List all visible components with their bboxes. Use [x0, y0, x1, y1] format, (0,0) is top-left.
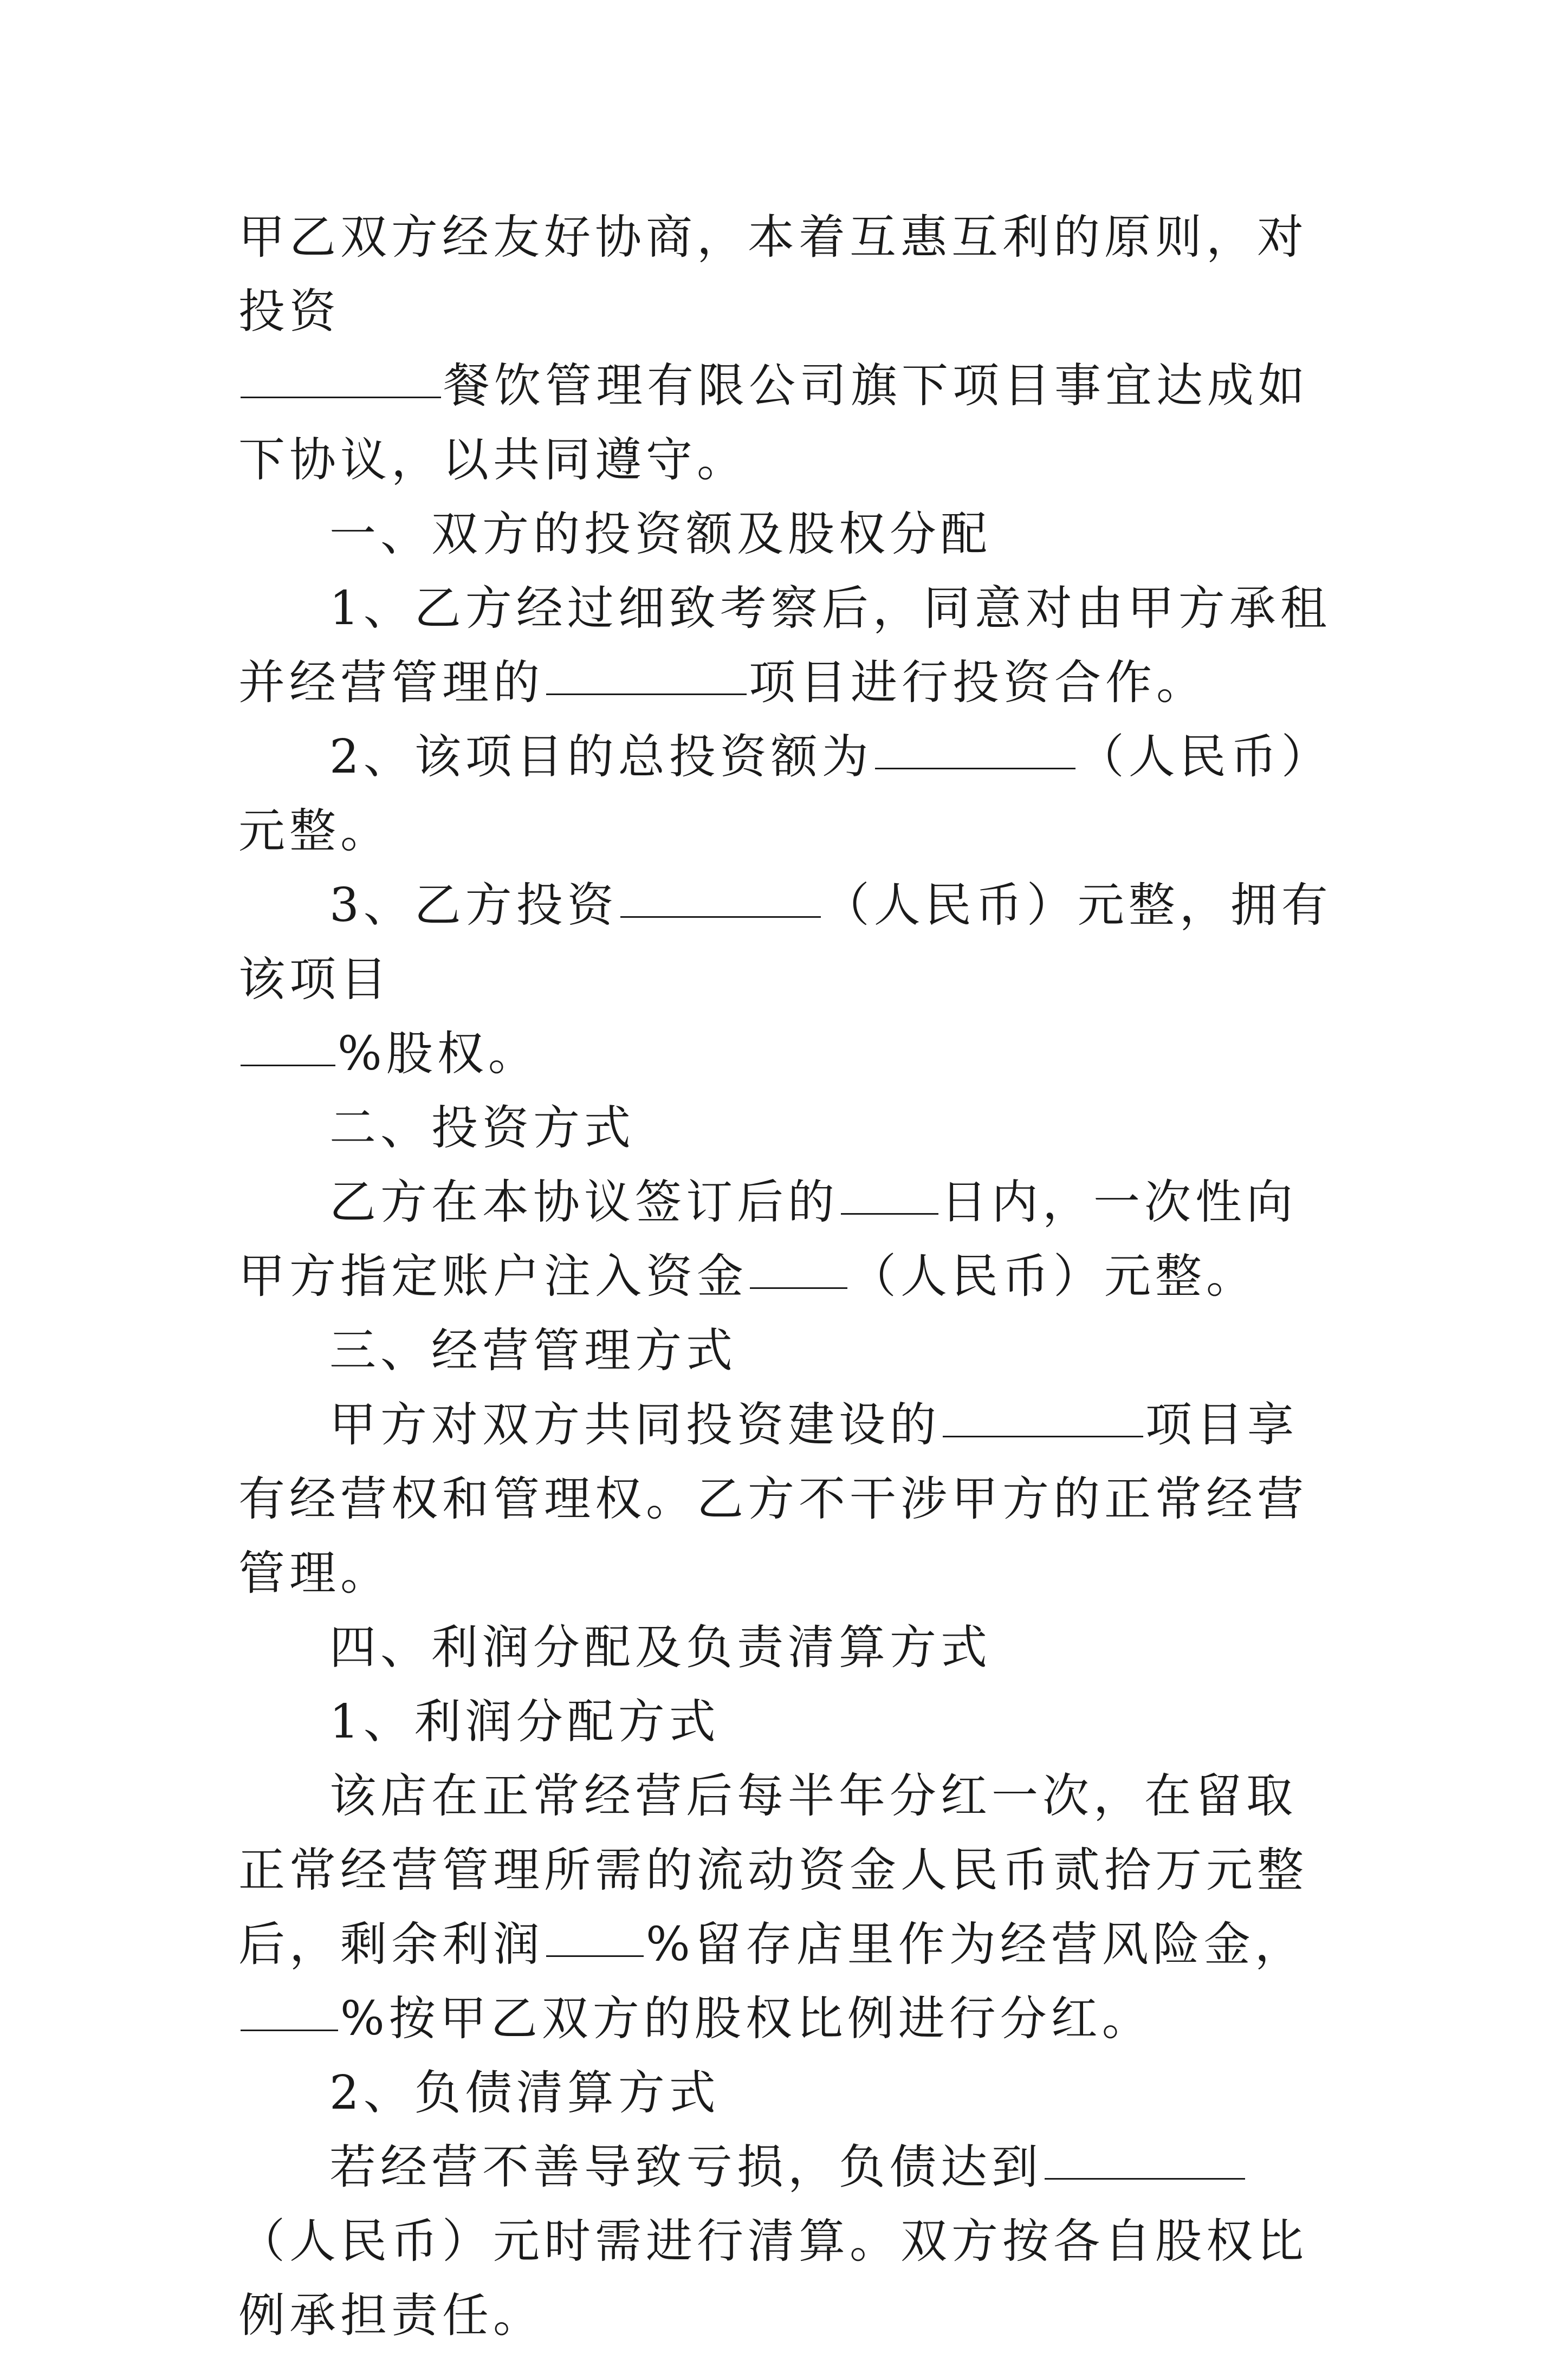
text-run: （人民币）元整。 — [850, 1249, 1257, 1304]
text-run: %留存店里作为经营风险金， — [646, 1917, 1306, 1972]
subsection-heading-4-2: 2、负债清算方式 — [329, 2066, 720, 2120]
clause-3 — [238, 1388, 1344, 1611]
text-run: 若经营不善导致亏损，负债达到 — [329, 2140, 1042, 2194]
blank-field — [620, 873, 821, 918]
clause-1-3 — [238, 868, 1344, 1091]
clause-4-1 — [238, 1759, 1344, 2056]
blank-field — [546, 1912, 644, 1957]
text-run: 1、乙方经过细致考察后，同意对由甲方承租并经营管理的 — [238, 581, 1331, 710]
document-page — [238, 200, 1344, 2353]
blank-field — [546, 650, 747, 695]
section-heading-3: 三、经营管理方式 — [329, 1324, 737, 1378]
blank-field — [841, 1170, 938, 1215]
subsection-heading-4-1: 1、利润分配方式 — [329, 1695, 720, 1749]
text-run: 甲乙双方经友好协商，本着互惠互利的原则，对投资 — [238, 210, 1308, 339]
section-heading-2: 二、投资方式 — [329, 1101, 635, 1155]
blank-field — [750, 1244, 847, 1289]
blank-field — [943, 1392, 1143, 1437]
clause-1-2 — [238, 720, 1344, 868]
intro-paragraph — [238, 200, 1344, 497]
text-run: 该店在正常经营后每半年分红一次，在留取正常经营管理所需的流动资金人民币贰拾万元整后，剩余利润 — [238, 1769, 1308, 1972]
clause-4-2 — [238, 2130, 1344, 2353]
text-run: 乙方在本协议签订后的 — [329, 1175, 839, 1229]
text-run: %股权。 — [338, 1027, 539, 1081]
text-run: 甲方对双方共同投资建设的 — [329, 1398, 941, 1452]
section-heading-1: 一、双方的投资额及股权分配 — [329, 507, 992, 561]
text-run: 2、该项目的总投资额为 — [329, 730, 873, 784]
text-run: 餐饮管理有限公司旗下项目事宜达成如下协议，以共同遵守。 — [238, 359, 1309, 487]
blank-field — [875, 724, 1075, 769]
text-run: （人民币）元整。 — [238, 730, 1332, 858]
text-run: （人民币）元整，拥有该项目 — [238, 878, 1332, 1007]
blank-field — [241, 1021, 335, 1066]
blank-field — [1045, 2135, 1245, 2180]
text-run: 项目享有经营权和管理权。乙方不干涉甲方的正常经营管理。 — [238, 1398, 1308, 1600]
blank-field — [241, 1986, 338, 2031]
text-run: 项目进行投资合作。 — [749, 656, 1207, 710]
text-run: 3、乙方投资 — [329, 878, 618, 932]
clause-1-1 — [238, 572, 1344, 720]
clause-2 — [238, 1165, 1344, 1314]
text-run: （人民币）元时需进行清算。双方按各自股权比例承担责任。 — [238, 2214, 1308, 2343]
section-heading-4: 四、利润分配及负责清算方式 — [329, 1620, 992, 1675]
text-run: %按甲乙双方的股权比例进行分红。 — [340, 1992, 1153, 2046]
blank-field — [241, 353, 441, 398]
text-run: 日内，一次性向甲方指定账户注入资金 — [238, 1175, 1297, 1304]
